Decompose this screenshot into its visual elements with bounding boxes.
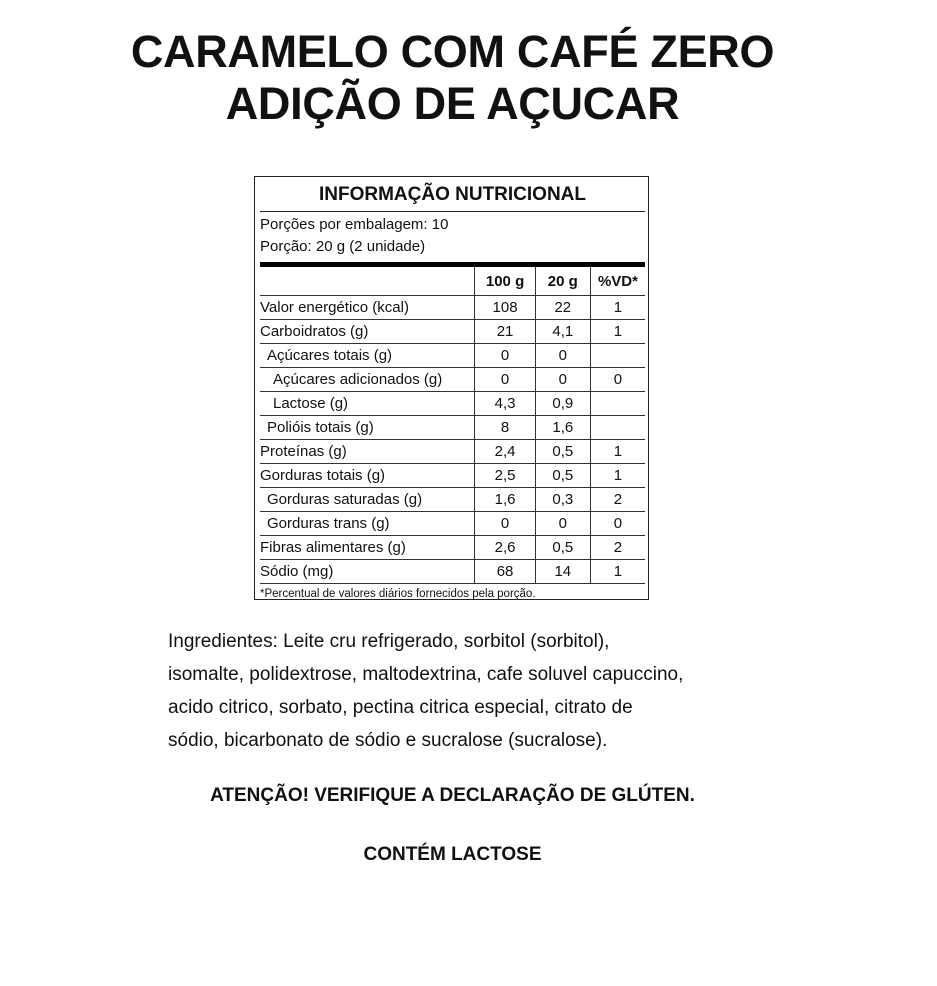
- value-daily-percent: 1: [590, 440, 645, 464]
- table-row: [260, 416, 645, 440]
- nutrient-label: Gorduras trans (g): [260, 512, 475, 536]
- value-per-serving: 22: [535, 296, 590, 320]
- nutrient-label: Carboidratos (g): [260, 320, 475, 344]
- value-daily-percent: 1: [590, 464, 645, 488]
- product-title: [0, 26, 905, 130]
- nutrition-table-body: [260, 296, 645, 584]
- value-per-100g: 68: [475, 560, 535, 584]
- value-per-100g: 8: [475, 416, 535, 440]
- nutrition-heading: INFORMAÇÃO NUTRICIONAL: [260, 177, 645, 212]
- nutrient-label: Fibras alimentares (g): [260, 536, 475, 560]
- header-blank-cell: [260, 267, 475, 296]
- value-per-100g: 108: [475, 296, 535, 320]
- nutrition-facts-panel: [254, 176, 649, 600]
- header-daily-value: %VD*: [590, 267, 645, 296]
- nutrition-table: [260, 267, 645, 584]
- value-per-100g: 0: [475, 512, 535, 536]
- value-daily-percent: 2: [590, 488, 645, 512]
- value-per-100g: 2,4: [475, 440, 535, 464]
- value-per-serving: 0,5: [535, 464, 590, 488]
- value-per-serving: 0,9: [535, 392, 590, 416]
- table-row: [260, 464, 645, 488]
- header-per-100g: 100 g: [475, 267, 535, 296]
- nutrient-label: Açúcares adicionados (g): [260, 368, 475, 392]
- table-row: [260, 512, 645, 536]
- value-daily-percent: [590, 392, 645, 416]
- nutrition-footnote: *Percentual de valores diários fornecidos pela porção.: [260, 588, 536, 600]
- value-per-serving: 0,5: [535, 440, 590, 464]
- value-per-100g: 4,3: [475, 392, 535, 416]
- nutrient-label: Valor energético (kcal): [260, 296, 475, 320]
- value-daily-percent: [590, 344, 645, 368]
- value-daily-percent: 1: [590, 320, 645, 344]
- servings-per-package: Porções por embalagem: 10: [260, 216, 449, 233]
- value-per-100g: 0: [475, 344, 535, 368]
- serving-size: Porção: 20 g (2 unidade): [260, 238, 426, 255]
- product-title-line-2: ADIÇÃO DE AÇUCAR: [225, 78, 680, 129]
- value-daily-percent: 0: [590, 368, 645, 392]
- value-per-100g: 21: [475, 320, 535, 344]
- value-per-100g: 0: [475, 368, 535, 392]
- nutrient-label: Açúcares totais (g): [260, 344, 475, 368]
- nutrient-label: Sódio (mg): [260, 560, 475, 584]
- product-title-line-1: CARAMELO COM CAFÉ ZERO: [130, 26, 775, 77]
- serving-info: [260, 212, 645, 258]
- value-daily-percent: 0: [590, 512, 645, 536]
- nutrient-label: Proteínas (g): [260, 440, 475, 464]
- value-per-serving: 0: [535, 368, 590, 392]
- nutrient-label: Lactose (g): [260, 392, 475, 416]
- value-per-serving: 14: [535, 560, 590, 584]
- value-per-serving: 0,3: [535, 488, 590, 512]
- table-header-row: [260, 267, 645, 296]
- value-daily-percent: [590, 416, 645, 440]
- value-per-100g: 1,6: [475, 488, 535, 512]
- lactose-warning: CONTÉM LACTOSE: [363, 844, 542, 865]
- table-row: [260, 344, 645, 368]
- value-per-serving: 4,1: [535, 320, 590, 344]
- value-per-serving: 0,5: [535, 536, 590, 560]
- nutrient-label: Gorduras totais (g): [260, 464, 475, 488]
- table-row: [260, 368, 645, 392]
- value-per-100g: 2,5: [475, 464, 535, 488]
- table-row: [260, 560, 645, 584]
- ingredients-text: Ingredientes: Leite cru refrigerado, sorbitol (sorbitol), isomalte, polidextrose, maltodextrina, cafe soluvel capuccino, acido citrico, sorbato, pectina citrica especial, citrato de sódio, bicarbonato de sódio e sucralose (sucralose).: [168, 631, 684, 751]
- table-row: [260, 440, 645, 464]
- table-row: [260, 320, 645, 344]
- table-row: [260, 536, 645, 560]
- value-daily-percent: 1: [590, 560, 645, 584]
- value-per-serving: 0: [535, 512, 590, 536]
- value-daily-percent: 1: [590, 296, 645, 320]
- table-row: [260, 296, 645, 320]
- table-row: [260, 488, 645, 512]
- value-per-100g: 2,6: [475, 536, 535, 560]
- value-per-serving: 1,6: [535, 416, 590, 440]
- value-per-serving: 0: [535, 344, 590, 368]
- gluten-warning: ATENÇÃO! VERIFIQUE A DECLARAÇÃO DE GLÚTEN.: [210, 785, 695, 806]
- nutrient-label: Gorduras saturadas (g): [260, 488, 475, 512]
- nutrient-label: Polióis totais (g): [260, 416, 475, 440]
- value-daily-percent: 2: [590, 536, 645, 560]
- header-per-serving: 20 g: [535, 267, 590, 296]
- table-row: [260, 392, 645, 416]
